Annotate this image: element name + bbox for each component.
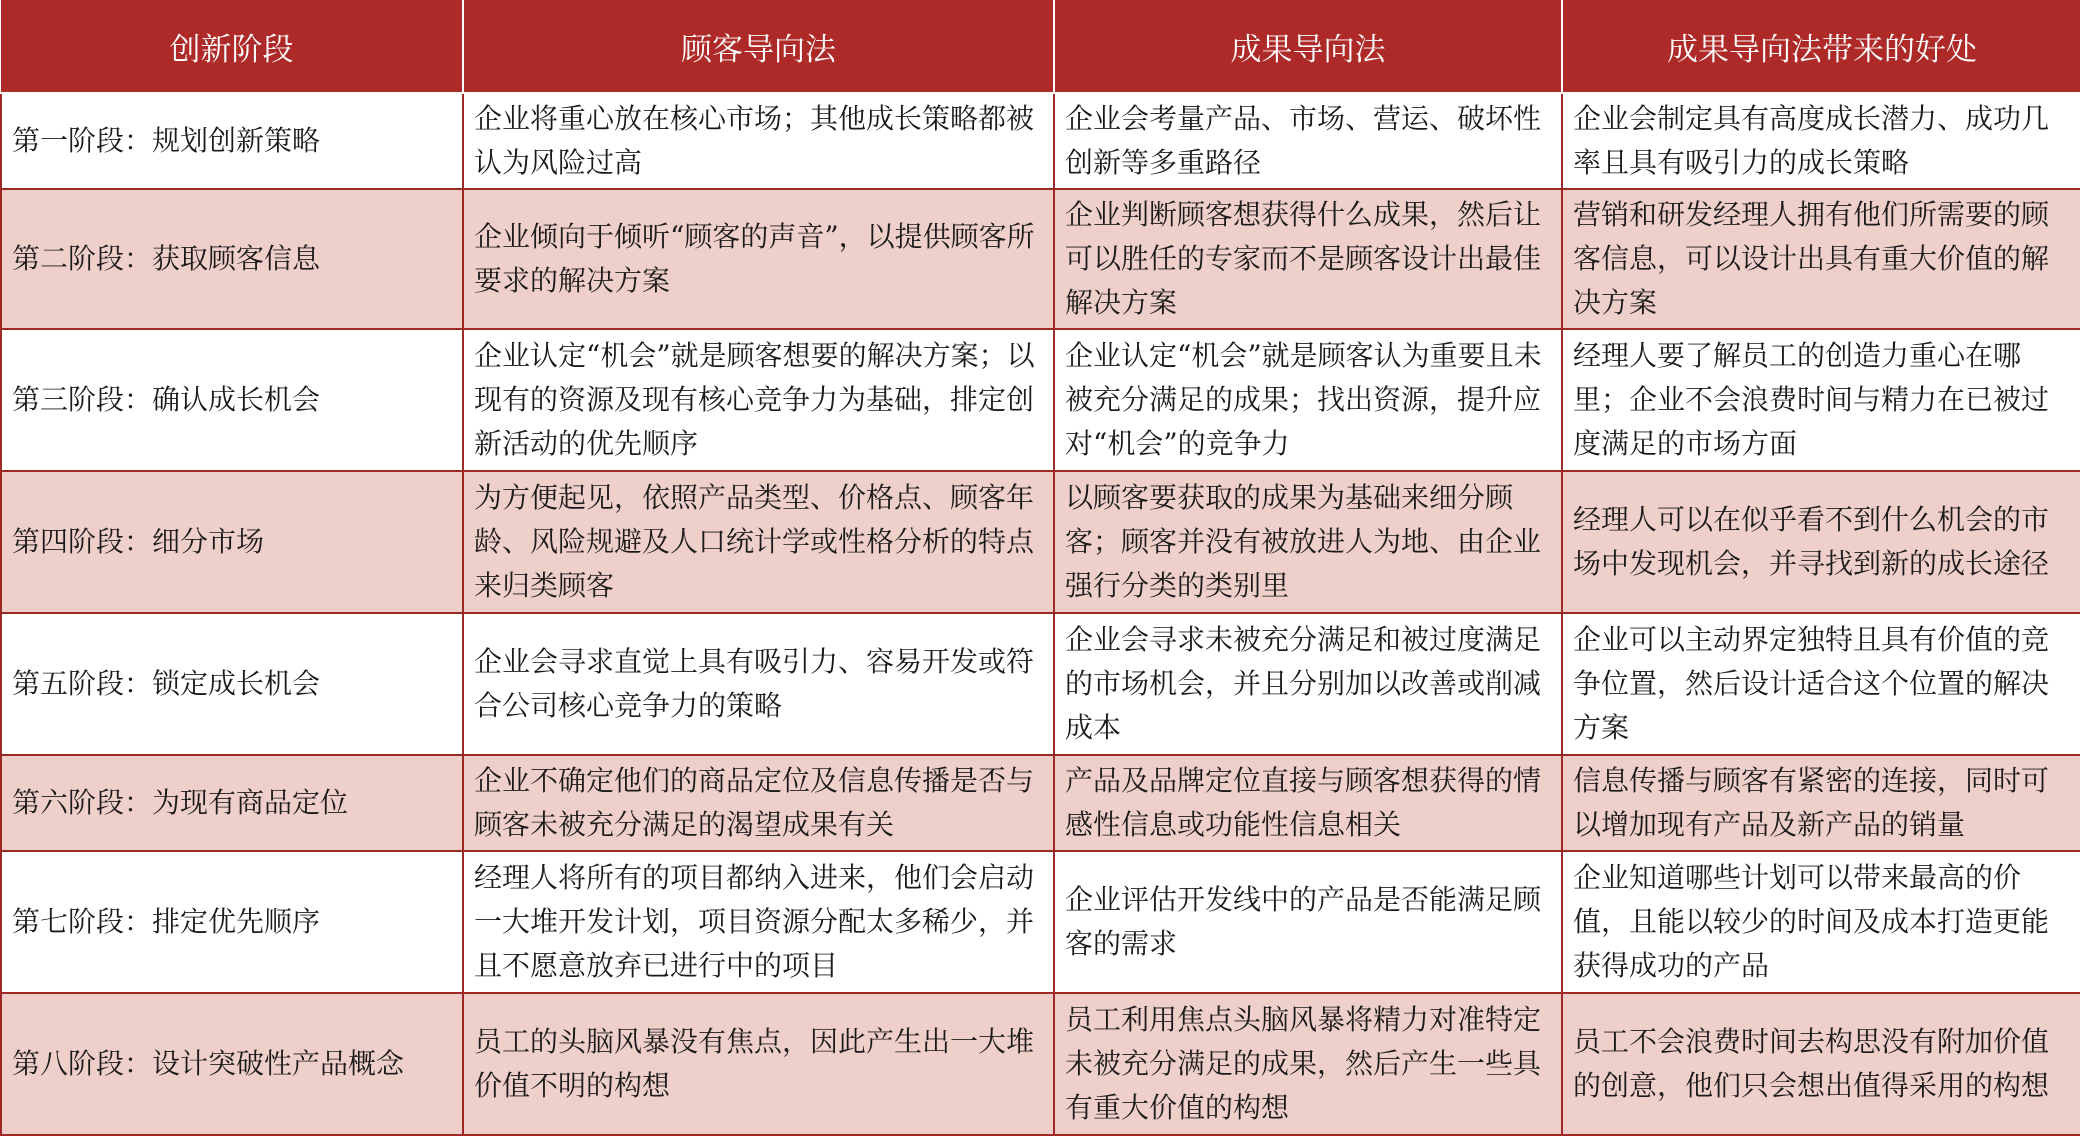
table-row [1,189,2080,329]
outcome-approach-cell: 企业判断顾客想获得什么成果，然后让可以胜任的专家而不是顾客设计出最佳解决方案 [1054,189,1562,329]
table-row [1,755,2080,851]
customer-approach-cell: 为方便起见，依照产品类型、价格点、顾客年龄、风险规避及人口统计学或性格分析的特点来归类顾客 [463,471,1054,613]
header-outcome-approach: 成果导向法 [1054,0,1562,93]
table-row [1,471,2080,613]
stage-cell: 第四阶段：细分市场 [1,471,463,613]
header-stage: 创新阶段 [1,0,463,93]
outcome-approach-cell: 企业会寻求未被充分满足和被过度满足的市场机会，并且分别加以改善或削减成本 [1054,613,1562,755]
outcome-approach-cell: 产品及品牌定位直接与顾客想获得的情感性信息或功能性信息相关 [1054,755,1562,851]
outcome-approach-cell: 企业会考量产品、市场、营运、破坏性创新等多重路径 [1054,93,1562,189]
table-row [1,613,2080,755]
table-row [1,851,2080,993]
benefit-cell: 员工不会浪费时间去构思没有附加价值的创意，他们只会想出值得采用的构想 [1562,993,2080,1135]
customer-approach-cell: 企业会寻求直觉上具有吸引力、容易开发或符合公司核心竞争力的策略 [463,613,1054,755]
benefit-cell: 信息传播与顾客有紧密的连接，同时可以增加现有产品及新产品的销量 [1562,755,2080,851]
header-row [1,0,2080,93]
stage-cell: 第三阶段：确认成长机会 [1,329,463,471]
table-row [1,93,2080,189]
table-row [1,993,2080,1135]
customer-approach-cell: 经理人将所有的项目都纳入进来，他们会启动一大堆开发计划，项目资源分配太多稀少，并且不愿意放弃已进行中的项目 [463,851,1054,993]
customer-approach-cell: 企业不确定他们的商品定位及信息传播是否与顾客未被充分满足的渴望成果有关 [463,755,1054,851]
table-row [1,329,2080,471]
customer-approach-cell: 企业认定“机会”就是顾客想要的解决方案；以现有的资源及现有核心竞争力为基础，排定创新活动的优先顺序 [463,329,1054,471]
customer-approach-cell: 员工的头脑风暴没有焦点，因此产生出一大堆价值不明的构想 [463,993,1054,1135]
benefit-cell: 营销和研发经理人拥有他们所需要的顾客信息，可以设计出具有重大价值的解决方案 [1562,189,2080,329]
benefit-cell: 企业知道哪些计划可以带来最高的价值，且能以较少的时间及成本打造更能获得成功的产品 [1562,851,2080,993]
benefit-cell: 经理人要了解员工的创造力重心在哪里；企业不会浪费时间与精力在已被过度满足的市场方面 [1562,329,2080,471]
stage-cell: 第八阶段：设计突破性产品概念 [1,993,463,1135]
benefit-cell: 企业会制定具有高度成长潜力、成功几率且具有吸引力的成长策略 [1562,93,2080,189]
header-outcome-benefits: 成果导向法带来的好处 [1562,0,2080,93]
stage-cell: 第二阶段：获取顾客信息 [1,189,463,329]
stage-cell: 第五阶段：锁定成长机会 [1,613,463,755]
customer-approach-cell: 企业将重心放在核心市场；其他成长策略都被认为风险过高 [463,93,1054,189]
outcome-approach-cell: 企业认定“机会”就是顾客认为重要且未被充分满足的成果；找出资源，提升应对“机会”的竞争力 [1054,329,1562,471]
outcome-approach-cell: 员工利用焦点头脑风暴将精力对准特定未被充分满足的成果，然后产生一些具有重大价值的构想 [1054,993,1562,1135]
benefit-cell: 经理人可以在似乎看不到什么机会的市场中发现机会，并寻找到新的成长途径 [1562,471,2080,613]
stage-cell: 第六阶段：为现有商品定位 [1,755,463,851]
header-customer-approach: 顾客导向法 [463,0,1054,93]
outcome-approach-cell: 以顾客要获取的成果为基础来细分顾客；顾客并没有被放进人为地、由企业强行分类的类别里 [1054,471,1562,613]
benefit-cell: 企业可以主动界定独特且具有价值的竞争位置，然后设计适合这个位置的解决方案 [1562,613,2080,755]
customer-approach-cell: 企业倾向于倾听“顾客的声音”，以提供顾客所要求的解决方案 [463,189,1054,329]
stage-cell: 第一阶段：规划创新策略 [1,93,463,189]
stage-cell: 第七阶段：排定优先顺序 [1,851,463,993]
outcome-approach-cell: 企业评估开发线中的产品是否能满足顾客的需求 [1054,851,1562,993]
